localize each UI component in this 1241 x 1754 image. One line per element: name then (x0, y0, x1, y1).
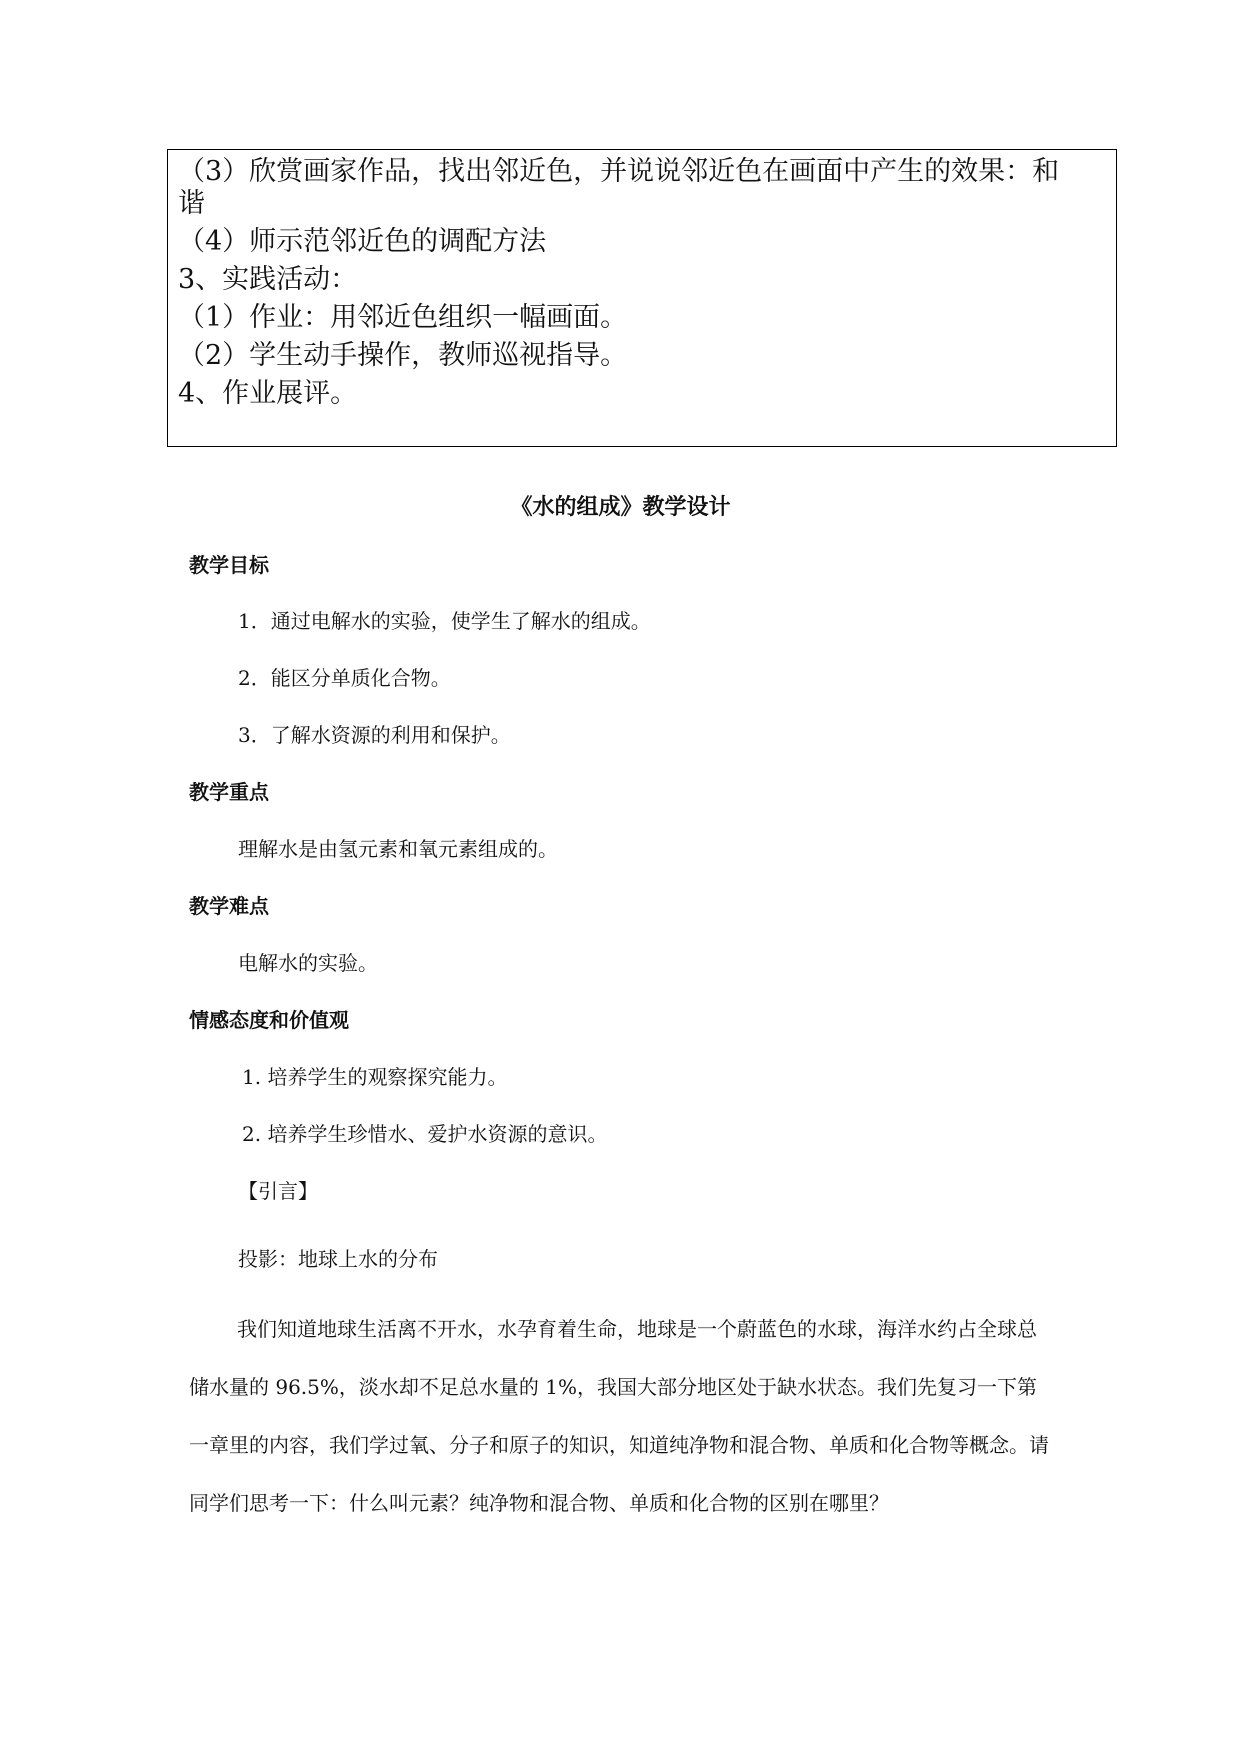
difficulty-text: 电解水的实验。 (238, 951, 378, 975)
box-line-4: 3、实践活动： (178, 264, 358, 295)
document-title: 《水的组成》教学设计 (510, 495, 731, 520)
box-line-1: （3）欣赏画家作品，找出邻近色，并说说邻近色在画面中产生的效果：和 (178, 156, 1060, 187)
lesson-steps-box (167, 149, 1117, 447)
intro-paragraph (189, 1300, 1049, 1532)
goal-item-1: 1．通过电解水的实验，使学生了解水的组成。 (238, 609, 651, 633)
box-line-6: （2）学生动手操作，教师巡视指导。 (178, 340, 628, 371)
box-line-3: （4）师示范邻近色的调配方法 (178, 226, 547, 257)
box-line-7: 4、作业展评。 (178, 378, 358, 409)
goal-item-3: 3．了解水资源的利用和保护。 (238, 723, 511, 747)
intro-paragraph-text: 我们知道地球生活离不开水，水孕育着生命，地球是一个蔚蓝色的水球，海洋水约占全球总储水量的 96.5%，淡水却不足总水量的 1%，我国大部分地区处于缺水状态。我们先复习一下第一章里的内容，我们学过氧、分子和原子的知识，知道纯净物和混合物、单质和化合物等概念。请同学们思考一下：什么叫元素？纯净物和混合物、单质和化合物的区别在哪里？ (189, 1317, 1049, 1515)
box-line-5: （1）作业：用邻近色组织一幅画面。 (178, 302, 628, 333)
key-point-text: 理解水是由氢元素和氧元素组成的。 (238, 837, 558, 861)
goal-item-2: 2．能区分单质化合物。 (238, 666, 451, 690)
values-item-2: 2. 培养学生珍惜水、爱护水资源的意识。 (242, 1122, 608, 1146)
goals-heading: 教学目标 (189, 553, 269, 577)
values-heading: 情感态度和价值观 (189, 1008, 349, 1032)
key-point-heading: 教学重点 (189, 780, 269, 804)
intro-projection: 投影：地球上水的分布 (238, 1247, 438, 1271)
difficulty-heading: 教学难点 (189, 894, 269, 918)
values-item-1: 1. 培养学生的观察探究能力。 (242, 1065, 508, 1089)
box-line-2: 谐 (178, 188, 205, 219)
intro-label: 【引言】 (238, 1179, 318, 1203)
